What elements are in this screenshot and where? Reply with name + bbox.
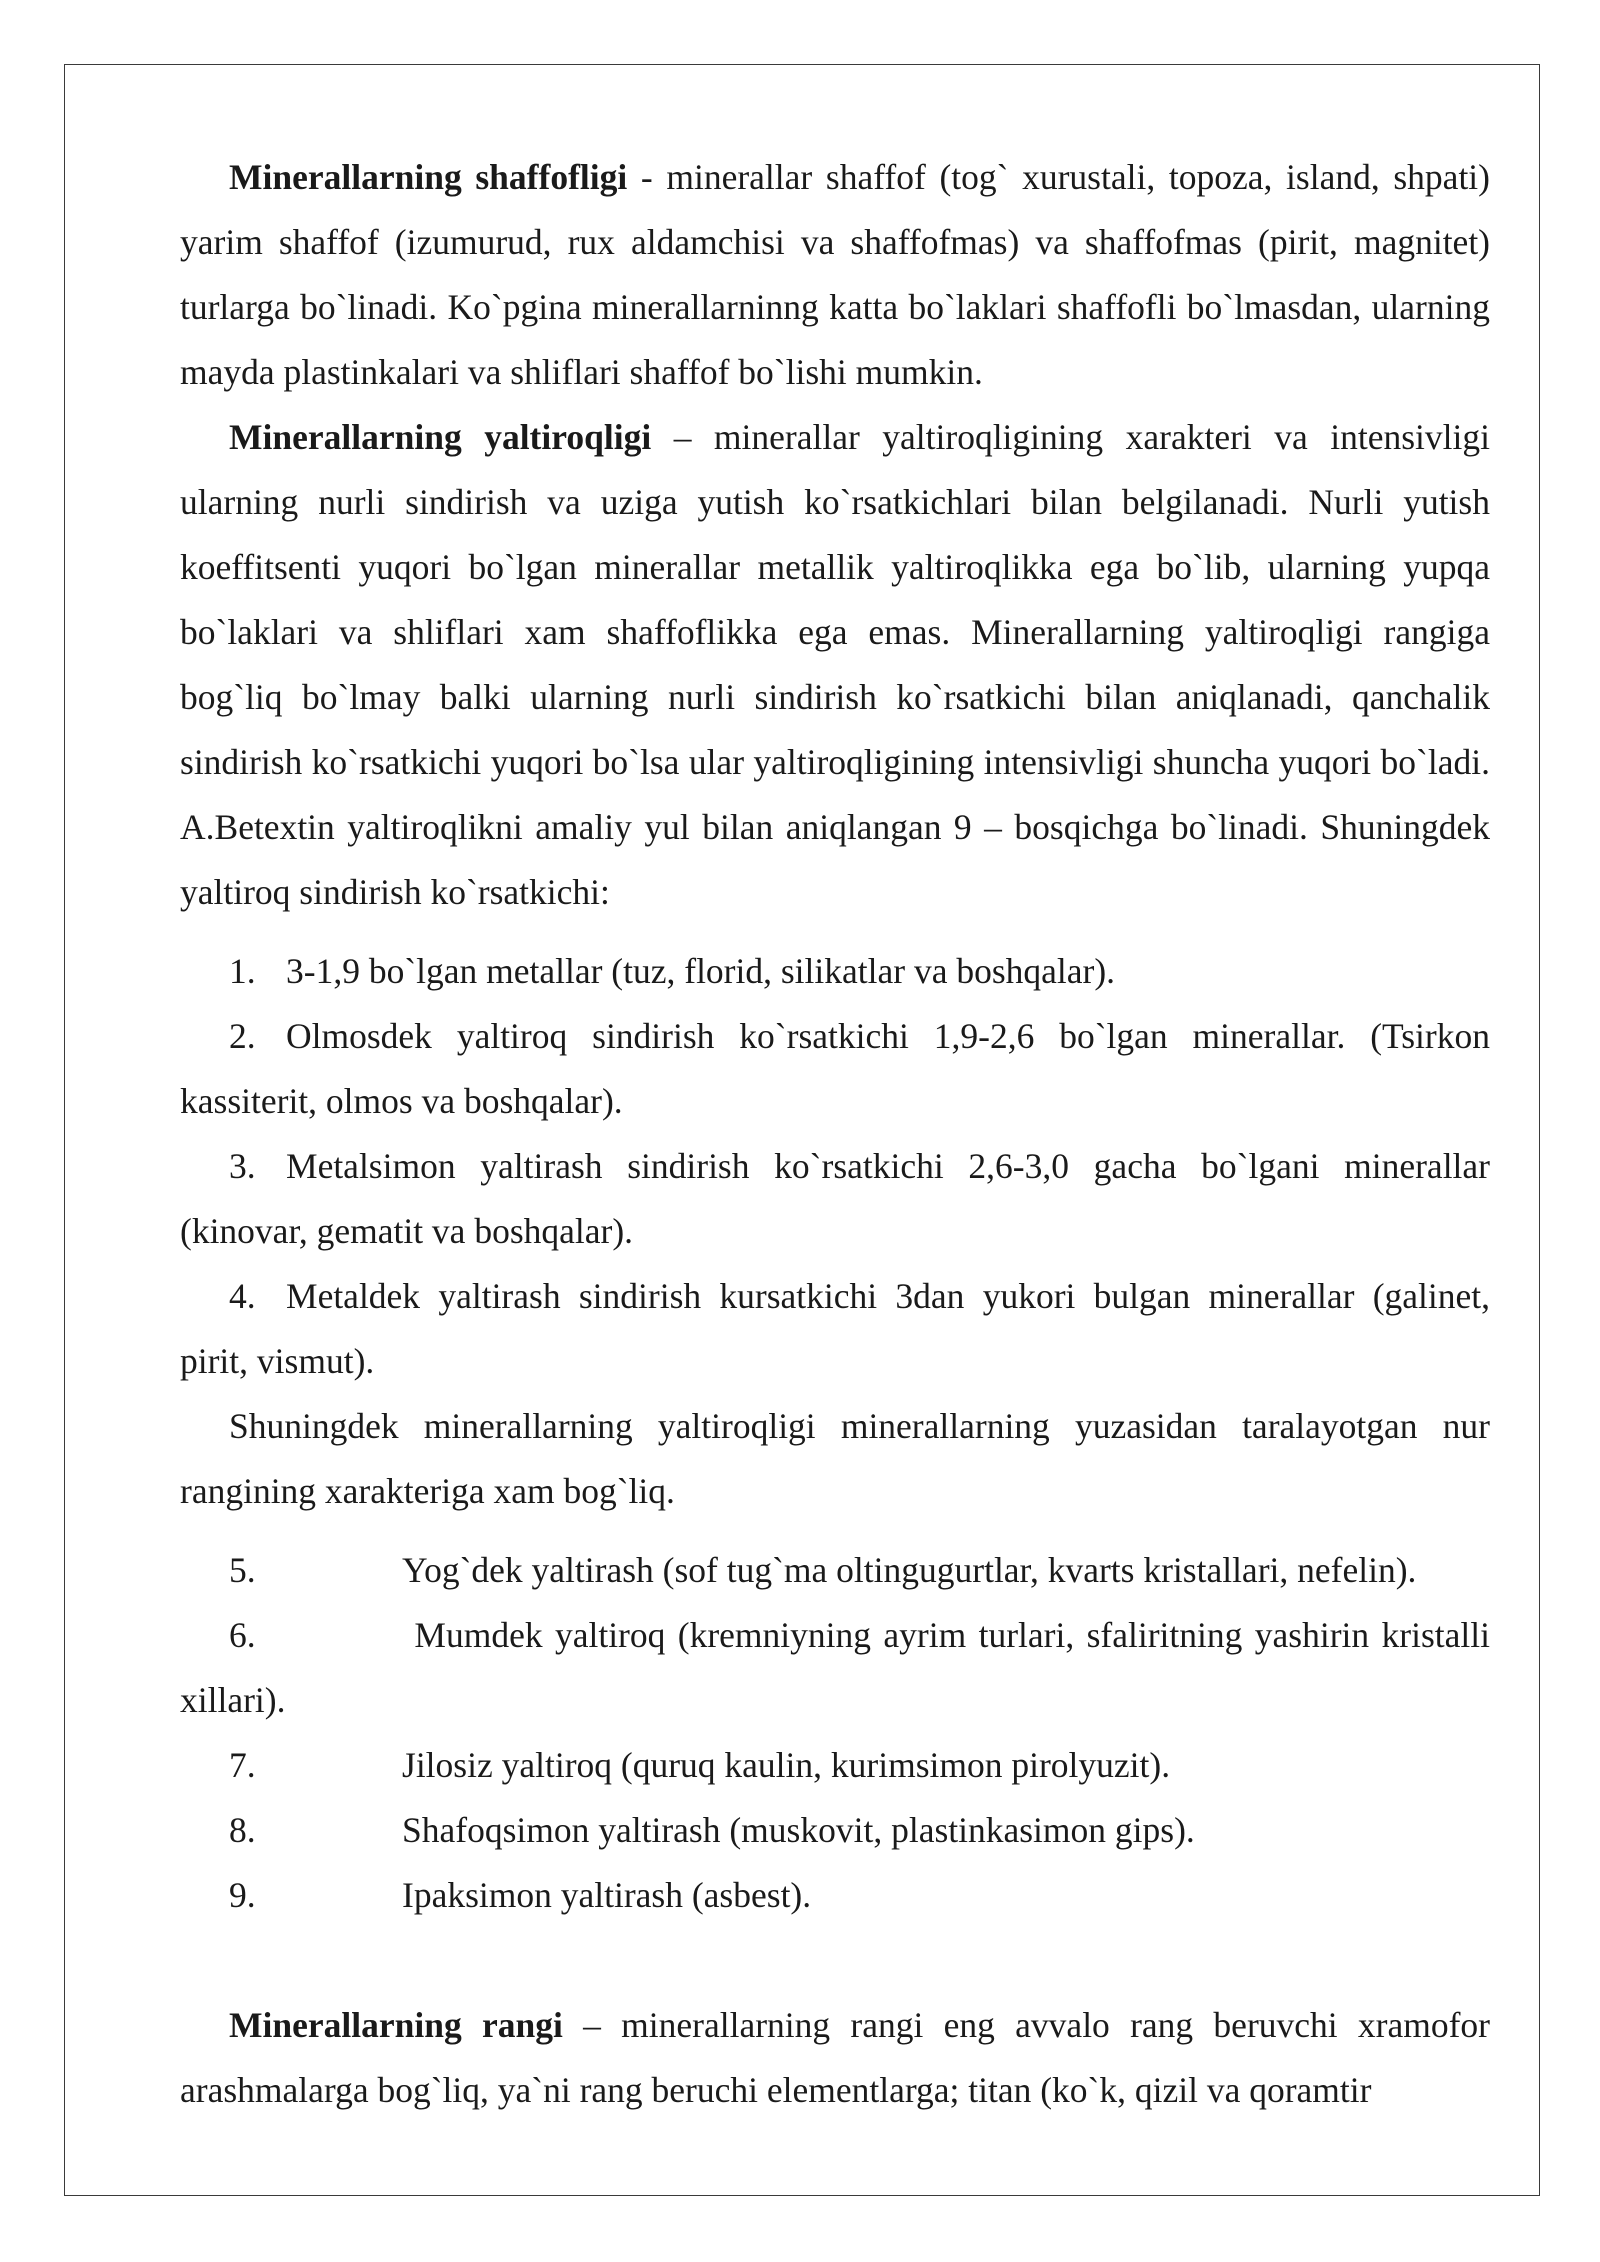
list-number: 7. [229,1745,256,1785]
list-text: Olmosdek yaltiroq sindirish ko`rsatkichi 1,9-2,6 bo`lgan minerallar. (Tsirkon kassiterit, olmos va boshqalar). [180,1016,1490,1121]
list-text: Mumdek yaltiroq (kremniyning ayrim turlari, sfaliritning yashirin kristalli xillari). [180,1615,1490,1720]
paragraph-text: – minerallar yaltiroqligining xarakteri va intensivligi ularning nurli sindirish va uziga yutish ko`rsatkichlari bilan belgilanadi. Nurli yutish koeffitsenti yuqori bo`lgan minerallar metallik yaltiroqlikka ega bo`lib, ularning yupqa bo`laklari va shliflari xam shaffoflikka ega emas. Minerallarning yaltiroqligi rangiga bog`liq bo`lmay balki ularning nurli sindirish ko`rsatkichi bilan aniqlanadi, qanchalik sindirish ko`rsatkichi yuqori bo`lsa ular yaltiroqligining intensivligi shuncha yuqori bo`ladi. A.Betextin yaltiroqlikni amaliy yul bilan aniqlangan 9 – bosqichga bo`linadi. Shuningdek yaltiroq sindirish ko`rsatkichi: [180,417,1490,912]
paragraph-text: – minerallarning rangi eng avvalo rang beruvchi xramofor arashmalarga bog`liq, ya`ni rang beruchi elementlarga; titan (ko`k, qizil va qoramtir [180,2005,1490,2110]
list-number: 6. [229,1615,256,1655]
list-number: 1. [229,951,256,991]
list-item [180,1134,1490,1264]
paragraph-text: - minerallar shaffof (tog` xurustali, topoza, island, shpati) yarim shaffof (izumurud, rux aldamchisi va shaffofmas) va shaffofmas (pirit, magnitet) turlarga bo`linadi. Ko`pgina minerallarninng katta bo`laklari shaffofli bo`lmasdan, ularning mayda plastinkalari va shliflari shaffof bo`lishi mumkin. [180,157,1490,392]
list-item [180,1004,1490,1134]
list-text: Metalsimon yaltirash sindirish ko`rsatkichi 2,6-3,0 gacha bo`lgani minerallar (kinovar, gematit va boshqalar). [180,1146,1490,1251]
paragraph-luster [180,405,1490,925]
list-text: Shafoqsimon yaltirash (muskovit, plastinkasimon gips). [402,1810,1195,1850]
term-transparency: Minerallarning shaffofligi [229,157,628,197]
list-text: Ipaksimon yaltirash (asbest). [402,1875,812,1915]
list-item [180,939,1490,1004]
list-number: 5. [229,1550,256,1590]
list-text: Yog`dek yaltirash (sof tug`ma oltingugurtlar, kvarts kristallari, nefelin). [402,1550,1417,1590]
list-text: Metaldek yaltirash sindirish kursatkichi 3dan yukori bulgan minerallar (galinet, pirit, vismut). [180,1276,1490,1381]
paragraph-transparency [180,145,1490,405]
term-color: Minerallarning rangi [229,2005,563,2045]
section-spacer [180,1928,1490,1993]
document-body [180,145,1490,2123]
term-luster: Minerallarning yaltiroqligi [229,417,652,457]
list-item [180,1603,1490,1733]
list-item [180,1798,1490,1863]
list-item [180,1863,1490,1928]
list-number: 4. [229,1276,256,1316]
list-text: Jilosiz yaltiroq (quruq kaulin, kurimsimon pirolyuzit). [402,1745,1171,1785]
numbered-list-luster-types [180,1538,1490,1928]
numbered-list-refraction [180,939,1490,1394]
list-number: 2. [229,1016,256,1056]
list-item [180,1538,1490,1603]
paragraph-also: Shuningdek minerallarning yaltiroqligi minerallarning yuzasidan taralayotgan nur rangining xarakteriga xam bog`liq. [180,1406,1490,1511]
list-number: 9. [229,1875,256,1915]
list-text: 3-1,9 bo`lgan metallar (tuz, florid, silikatlar va boshqalar). [286,951,1116,991]
list-number: 8. [229,1810,256,1850]
list-item [180,1733,1490,1798]
list-item [180,1264,1490,1394]
list-number: 3. [229,1146,256,1186]
paragraph-color [180,1993,1490,2123]
